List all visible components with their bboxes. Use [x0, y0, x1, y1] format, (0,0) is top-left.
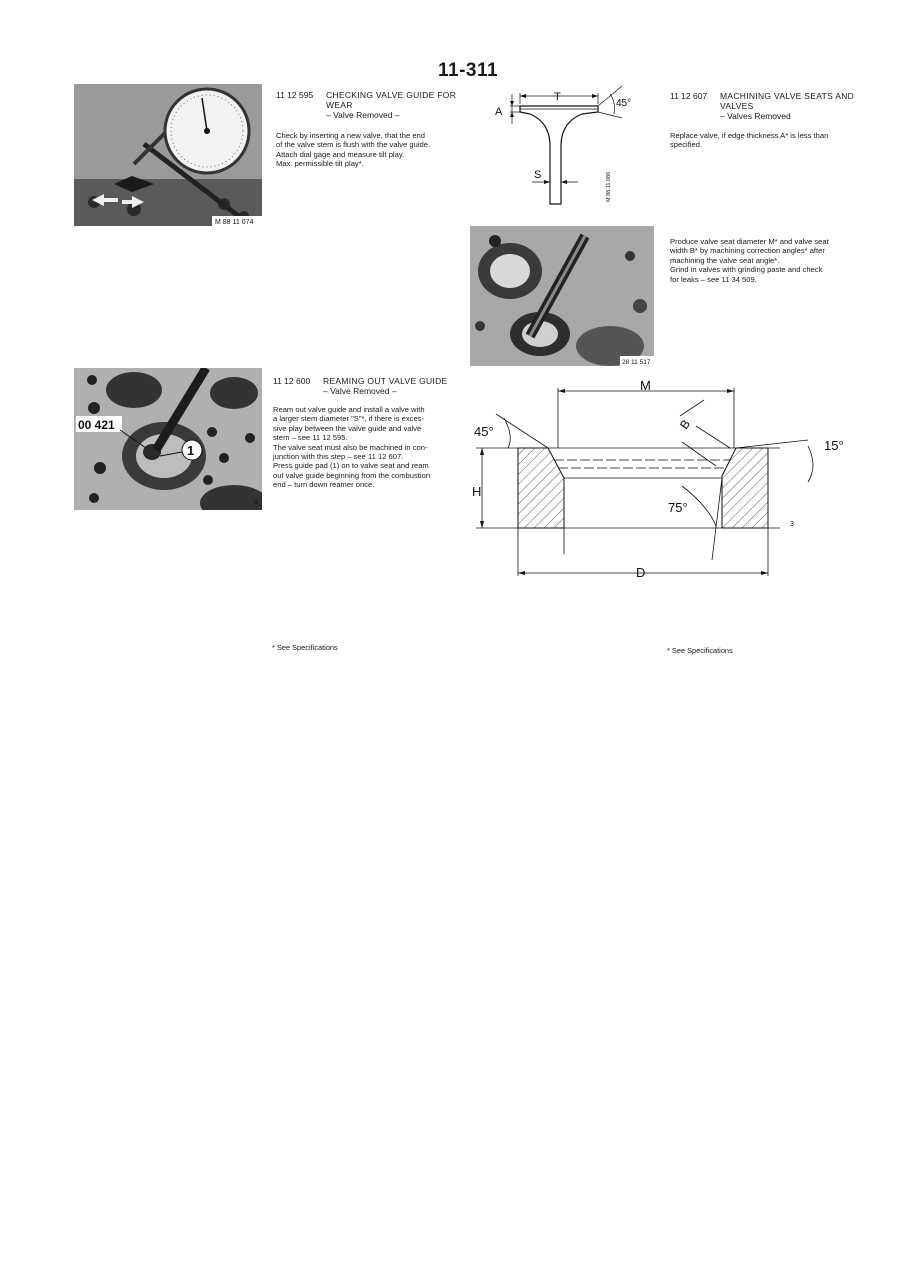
photo-1-label: M 88 11 074 — [215, 219, 254, 226]
section-1-heading — [276, 90, 462, 120]
section-valve-seat-diameter — [670, 237, 856, 284]
text-line: stem – see 11 12 595. — [273, 433, 348, 443]
text-line: out valve guide beginning from the combustion — [273, 470, 431, 480]
label-75-deg: 75° — [668, 500, 688, 515]
text-line: The valve seat must also be machined in con- — [273, 442, 428, 452]
text-line: a larger stem diameter "S"*, if there is exces- — [273, 414, 424, 424]
valve-diagram — [490, 84, 640, 214]
label-45-deg-seat: 45° — [474, 424, 494, 439]
photo-2-label: 28 11 517 — [622, 359, 651, 366]
dial-gauge-photo — [74, 84, 262, 226]
text-line: Replace valve, if edge thickness A* is less than — [670, 131, 829, 140]
section-1-body — [276, 131, 462, 169]
callout-1: 1 — [187, 443, 195, 458]
section-2-heading — [273, 376, 459, 396]
section-3-subtitle: – Valves Removed — [720, 111, 791, 121]
footnote-right: * See Specifications — [667, 646, 733, 655]
label-a: A — [495, 106, 503, 118]
section-2-body — [273, 405, 459, 490]
text-line: Ream out valve guide and install a valve with — [273, 405, 425, 414]
label-b: B — [676, 417, 694, 432]
valve-diagram-code: M 88 11 086 — [606, 171, 612, 202]
text-line: Check by inserting a new valve, that the end — [276, 131, 426, 140]
label-45-deg: 45° — [616, 98, 632, 109]
section-3-title: MACHINING VALVE SEATS AND VALVES — [720, 91, 855, 111]
section-1-code: 11 12 595 — [276, 90, 314, 100]
valve-seat-cutter-photo — [470, 226, 654, 366]
tool-label-00-421: 00 421 — [78, 418, 115, 432]
label-d: D — [636, 565, 646, 580]
valve-seat-diagram — [468, 376, 858, 598]
text-line: Max. permissible tilt play*. — [276, 159, 364, 169]
section-2-code: 11 12 600 — [273, 376, 311, 386]
photo-3-corner: 6 — [254, 500, 258, 506]
section-reaming-valve-guide — [273, 376, 459, 490]
text-line: specified. — [670, 140, 703, 150]
section-1-title: CHECKING VALVE GUIDE FOR WEAR — [326, 90, 457, 110]
text-line: sive play between the valve guide and valve — [273, 423, 422, 433]
text-line: Grind in valves with grinding paste and check — [670, 265, 823, 275]
section-2-title: REAMING OUT VALVE GUIDE — [323, 376, 448, 386]
section-3-body — [670, 131, 856, 150]
text-line: end – turn down reamer once. — [273, 480, 375, 490]
seat-diagram-corner: 3 — [790, 521, 794, 528]
text-line: Produce valve seat diameter M* and valve seat — [670, 237, 829, 246]
page-number: 11-311 — [438, 60, 499, 81]
section-3-code: 11 12 607 — [670, 91, 708, 101]
section-3-heading — [670, 91, 856, 121]
label-s: S — [534, 169, 542, 181]
section-2-subtitle: – Valve Removed – — [323, 386, 397, 396]
section-checking-valve-guide — [276, 90, 462, 169]
label-t: T — [554, 91, 561, 103]
text-line: width B* by machining correction angles* after — [670, 246, 825, 256]
text-line: junction with this step – see 11 12 607. — [273, 452, 404, 462]
section-1-subtitle: – Valve Removed – — [326, 110, 400, 120]
text-line: machining the valve seat angle*. — [670, 255, 780, 265]
label-m: M — [640, 378, 651, 393]
text-line: of the valve stem is flush with the valve guide. — [276, 140, 431, 150]
label-15-deg: 15° — [824, 438, 844, 453]
section-machining-valve-seats — [670, 91, 856, 150]
text-line: Press guide pad (1) on to valve seat and ream — [273, 461, 429, 471]
text-line: for leaks – see 11 34 509. — [670, 274, 757, 284]
label-h: H — [472, 484, 482, 499]
text-line: Attach dial gage and measure tilt play. — [276, 149, 405, 159]
reamer-photo — [74, 368, 262, 510]
footnote-left: * See Specifications — [272, 643, 338, 652]
